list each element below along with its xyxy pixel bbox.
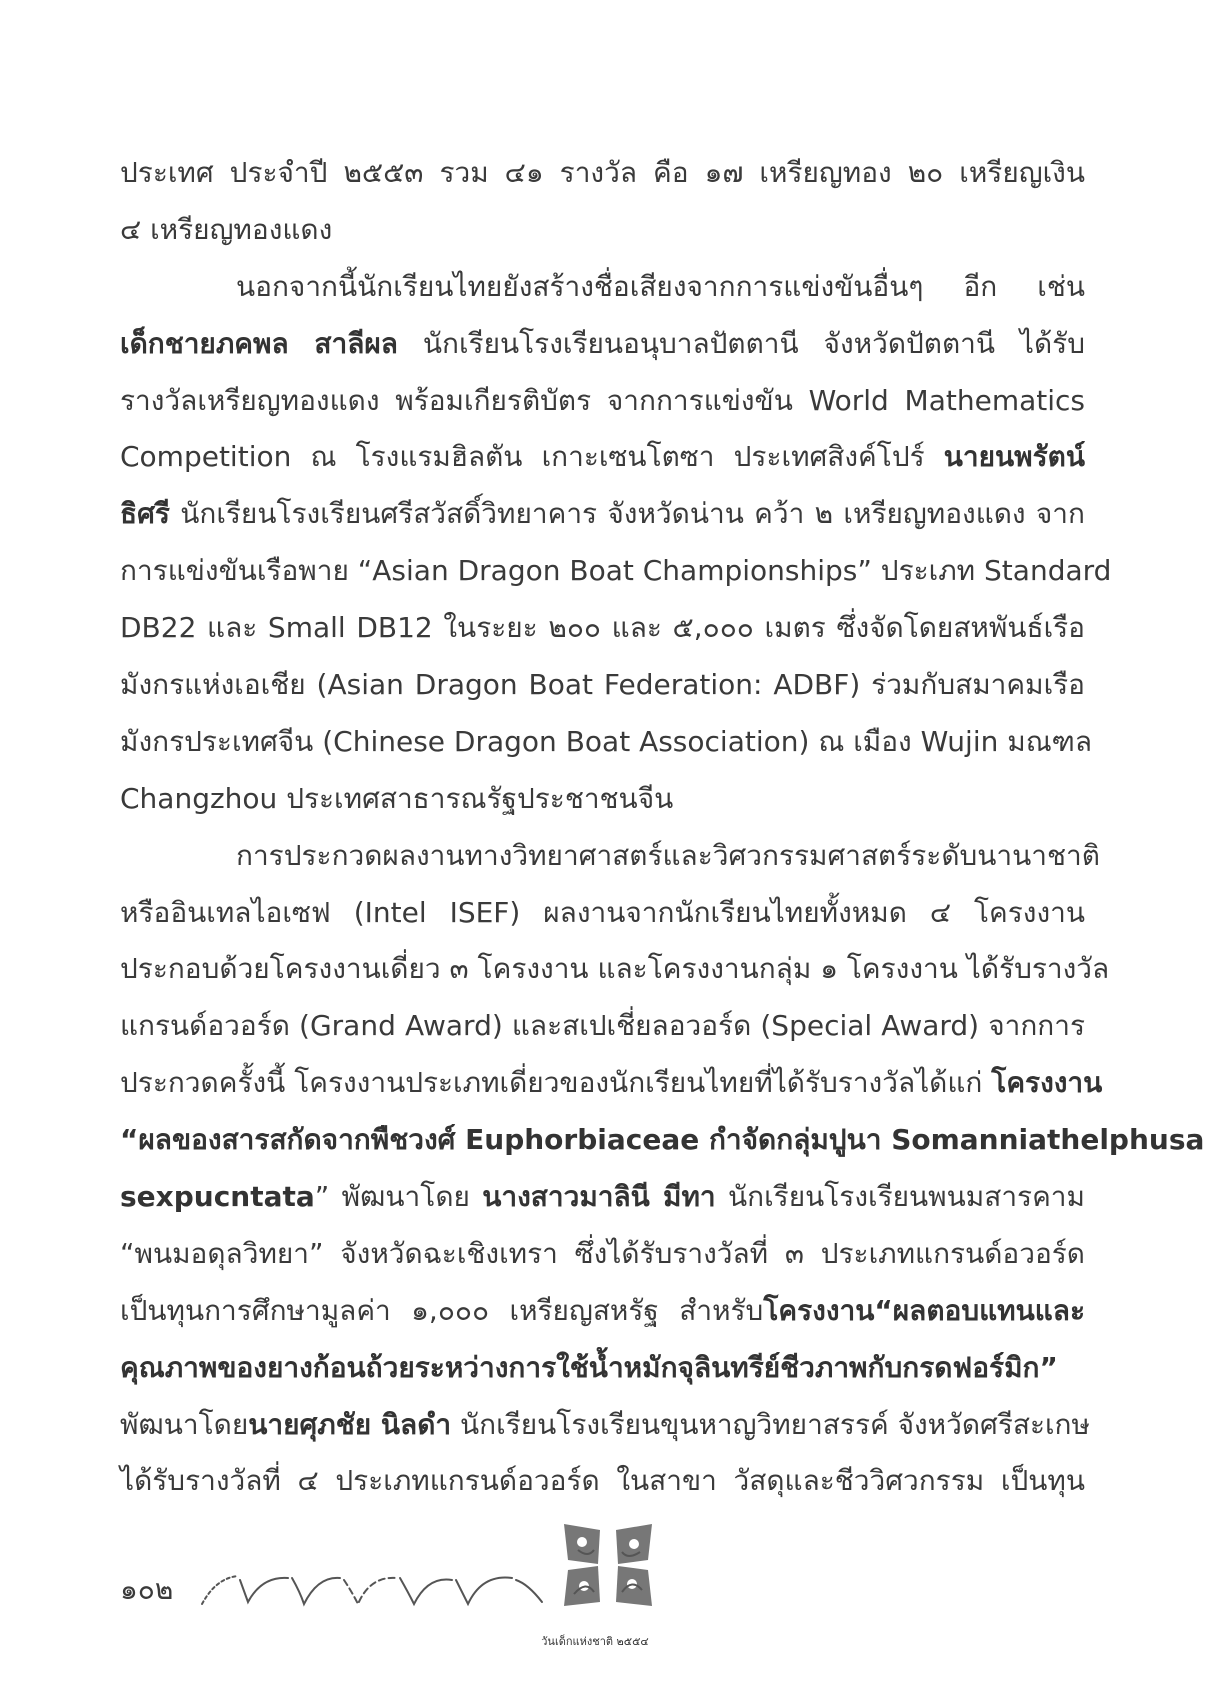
text-line: การแข่งขันเรือพาย “Asian Dragon Boat Championships” ประเภท Standard [120,554,1112,588]
project-title: sexpucntata [120,1180,315,1214]
project-title: “ผลของสารสกัดจากพืชวงศ์ Euphorbiaceae กำจัดกลุ่มปูนา Somanniathelphusa [120,1123,1205,1157]
text-line: ได้รับรางวัลที่ ๔ ประเภทแกรนด์อวอร์ด ในสาขา วัสดุและชีววิศวกรรม เป็นทุน [120,1464,1085,1498]
student-name: นายศุภชัย นิลดำ [248,1407,452,1441]
body-text [120,145,1205,1510]
text-line: sexpucntata” พัฒนาโดย นางสาวมาลินี มีทา นักเรียนโรงเรียนพนมสารคาม [120,1180,1085,1214]
text-line: รางวัลเหรียญทองแดง พร้อมเกียรติบัตร จากการแข่งขัน World Mathematics [120,383,1085,417]
text-line: มังกรแห่งเอเชีย (Asian Dragon Boat Federation: ADBF) ร่วมกับสมาคมเรือ [120,668,1085,702]
logo-caption: วันเด็กแห่งชาติ ๒๕๕๔ [541,1635,649,1648]
text-line: เป็นทุนการศึกษามูลค่า ๑,๐๐๐ เหรียญสหรัฐ สำหรับโครงงาน“ผลตอบแทนและ [120,1293,1085,1327]
student-name: นางสาวมาลินี มีทา [482,1180,716,1214]
text-line: หรืออินเทลไอเซฟ (Intel ISEF) ผลงานจากนักเรียนไทยทั้งหมด ๔ โครงงาน [120,895,1085,929]
text-line: ๔ เหรียญทองแดง [120,212,333,246]
text-line: เด็กชายภคพล สาลีผล นักเรียนโรงเรียนอนุบาลปัตตานี จังหวัดปัตตานี ได้รับ [120,326,1085,360]
text-line: Competition ณ โรงแรมฮิลตัน เกาะเซนโตซา ประเทศสิงค์โปร์ นายนพรัตน์ [120,440,1085,474]
text-line: มังกรประเทศจีน (Chinese Dragon Boat Association) ณ เมือง Wujin มณฑล [120,724,1093,758]
text-line: DB22 และ Small DB12 ในระยะ ๒๐๐ และ ๕,๐๐๐ เมตร ซึ่งจัดโดยสหพันธ์เรือ [120,611,1085,645]
childrens-day-logo [558,1520,658,1610]
text-line [120,1340,1085,1397]
text-line: Changzhou ประเทศสาธารณรัฐประชาชนจีน [120,781,674,815]
student-name: นายนพรัตน์ [943,440,1085,474]
student-name: เด็กชายภคพล สาลีผล [120,326,398,360]
paragraph-start: การประกวดผลงานทางวิทยาศาสตร์และวิศวกรรมศาสตร์ระดับนานาชาติ [236,838,1100,872]
project-title: คุณภาพของยางก้อนถ้วยระหว่างการใช้น้ำหมักจุลินทรีย์ชีวภาพกับกรดฟอร์มิก” [120,1350,1058,1384]
text-line: พัฒนาโดยนายศุภชัย นิลดำ นักเรียนโรงเรียนขุนหาญวิทยาสรรค์ จังหวัดศรีสะเกษ [120,1407,1090,1441]
text-line: ธิศรี นักเรียนโรงเรียนศรีสวัสดิ์วิทยาคาร จังหวัดน่าน คว้า ๒ เหรียญทองแดง จาก [120,497,1085,531]
footer-arc-decoration [200,1572,545,1608]
text-line [120,1112,1205,1169]
text-line: “พนมอดุลวิทยา” จังหวัดฉะเชิงเทรา ซึ่งได้รับรางวัลที่ ๓ ประเภทแกรนด์อวอร์ด [120,1236,1085,1270]
text-line: ประเทศ ประจำปี ๒๕๕๓ รวม ๔๑ รางวัล คือ ๑๗ เหรียญทอง ๒๐ เหรียญเงิน [120,156,1085,189]
project-title: โครงงาน“ผลตอบแทนและ [763,1293,1085,1327]
project-title: โครงงาน [991,1066,1103,1100]
paragraph-start: นอกจากนี้นักเรียนไทยยังสร้างชื่อเสียงจากการแข่งขันอื่นๆ อีก เช่น [236,269,1085,303]
page-number: ๑๐๒ [120,1573,174,1606]
text-line: ประกอบด้วยโครงงานเดี่ยว ๓ โครงงาน และโครงงานกลุ่ม ๑ โครงงาน ได้รับรางวัล [120,952,1110,986]
text-line: ประกวดครั้งนี้ โครงงานประเภทเดี่ยวของนักเรียนไทยที่ได้รับรางวัลได้แก่ โครงงาน [120,1066,1103,1100]
text-line: แกรนด์อวอร์ด (Grand Award) และสเปเชี่ยลอวอร์ด (Special Award) จากการ [120,1009,1085,1043]
student-name: ธิศรี [120,497,170,531]
